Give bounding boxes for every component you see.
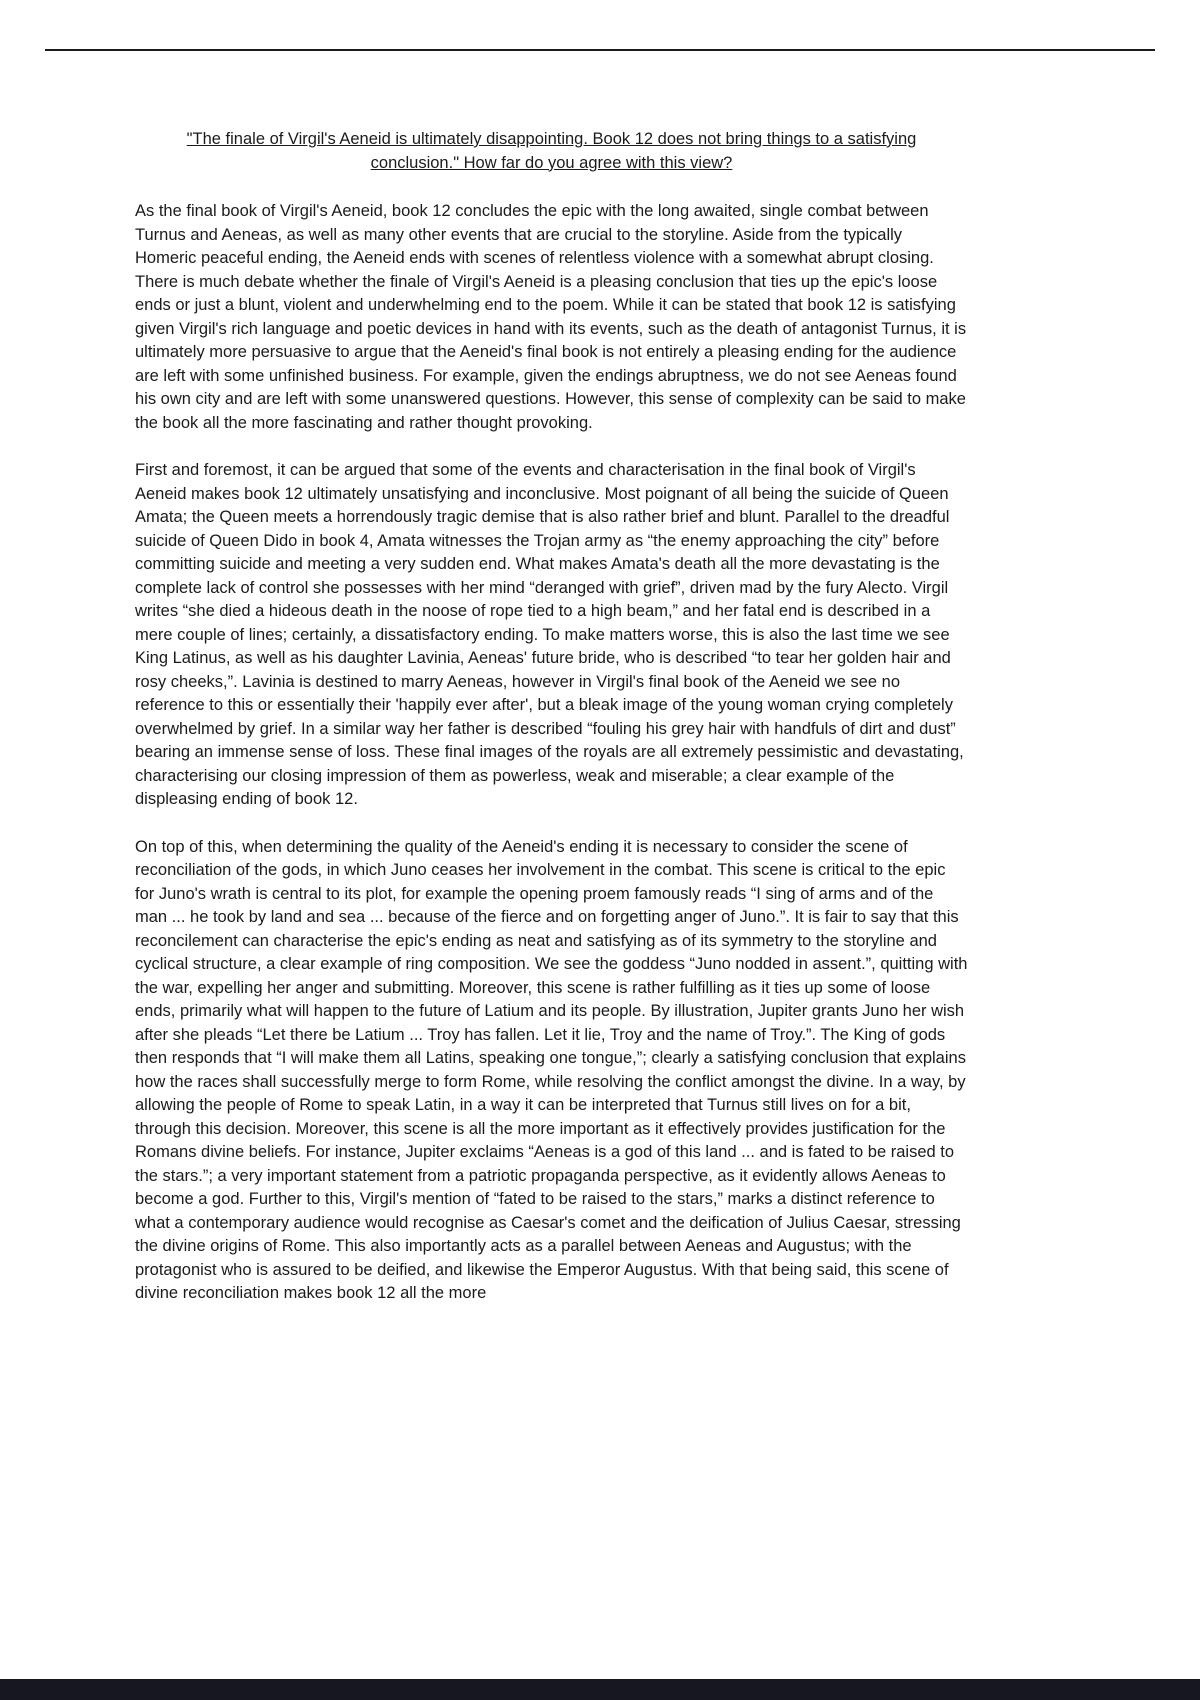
essay-paragraph-1: As the final book of Virgil's Aeneid, book 12 concludes the epic with the long awaited, single combat between Turnus and Aeneas, as well as many other events that are crucial to the storyline. Aside from the typically Homeric peaceful ending, the Aeneid ends with scenes of relentless violence with a somewhat abrupt closing. There is much debate whether the finale of Virgil's Aeneid is a pleasing conclusion that ties up the epic's loose ends or just a blunt, violent and underwhelming end to the poem. While it can be stated that book 12 is satisfying given Virgil's rich language and poetic devices in hand with its events, such as the death of antagonist Turnus, it is ultimately more persuasive to argue that the Aeneid's final book is not entirely a pleasing ending for the audience are left with some unfinished business. For example, given the endings abruptness, we do not see Aeneas found his own city and are left with some unanswered questions. However, this sense of complexity can be said to make the book all the more fascinating and rather thought provoking. <box>135 202 971 432</box>
essay-content <box>135 128 973 1330</box>
essay-title <box>135 128 968 175</box>
essay-paragraph-2: First and foremost, it can be argued that some of the events and characterisation in the final book of Virgil's Aeneid makes book 12 ultimately unsatisfying and inconclusive. Most poignant of all being the suicide of Queen Amata; the Queen meets a horrendously tragic demise that is also rather brief and blunt. Parallel to the dreadful suicide of Queen Dido in book 4, Amata witnesses the Trojan army as “the enemy approaching the city” before committing suicide and meeting a very sudden end. What makes Amata's death all the more devastating is the complete lack of control she possesses with her mind “deranged with grief”, driven mad by the fury Alecto. Virgil writes “she died a hideous death in the noose of rope tied to a high beam,” and her fatal end is described in a mere couple of lines; certainly, a dissatisfactory ending. To make matters worse, this is also the last time we see King Latinus, as well as his daughter Lavinia, Aeneas' future bride, who is described “to tear her golden hair and rosy cheeks,”. Lavinia is destined to marry Aeneas, however in Virgil's final book of the Aeneid we see no reference to this or essentially their 'happily ever after', but a bleak image of the young woman crying completely overwhelmed by grief. In a similar way her father is described “fouling his grey hair with handfuls of dirt and dust” bearing an immense sense of loss. These final images of the royals are all extremely pessimistic and devastating, characterising our closing impression of them as powerless, weak and miserable; a clear example of the displeasing ending of book 12. <box>135 461 969 808</box>
page-top-rule <box>45 49 1155 51</box>
page-bottom-edge-bar <box>0 1679 1200 1700</box>
essay-title-line-2: conclusion." How far do you agree with this view? <box>370 153 733 172</box>
essay-title-line-1: "The finale of Virgil's Aeneid is ultimately disappointing. Book 12 does not bring things to a satisfying <box>186 130 917 148</box>
essay-paragraph-3: On top of this, when determining the quality of the Aeneid's ending it is necessary to consider the scene of reconciliation of the gods, in which Juno ceases her involvement in the combat. This scene is critical to the epic for Juno's wrath is central to its plot, for example the opening proem famously reads “I sing of arms and of the man ... he took by land and sea ... because of the fierce and on forgetting anger of Juno.”. It is fair to say that this reconcilement can characterise the epic's ending as neat and satisfying as of its symmetry to the storyline and cyclical structure, a clear example of ring composition. We see the goddess “Juno nodded in assent.”, quitting with the war, expelling her anger and submitting. Moreover, this scene is rather fulfilling as it ties up some of loose ends, primarily what will happen to the future of Latium and its people. By illustration, Jupiter grants Juno her wish after she pleads “Let there be Latium ... Troy has fallen. Let it lie, Troy and the name of Troy.”. The King of gods then responds that “I will make them all Latins, speaking one tongue,”; clearly a satisfying conclusion that explains how the races shall successfully merge to form Rome, while resolving the conflict amongst the divine. In a way, by allowing the people of Rome to speak Latin, in a way it can be interpreted that Turnus still lives on for a bit, through this decision. Moreover, this scene is all the more important as it effectively provides justification for the Romans divine beliefs. For instance, Jupiter exclaims “Aeneas is a god of this land ... and is fated to be raised to the stars.”; a very important statement from a patriotic propaganda perspective, as it evidently allows Aeneas to become a god. Further to this, Virgil's mention of “fated to be raised to the stars,” marks a distinct reference to what a contemporary audience would recognise as Caesar's comet and the deification of Julius Caesar, stressing the divine origins of Rome. This also importantly acts as a parallel between Aeneas and Augustus; with the protagonist who is assured to be deified, and likewise the Emperor Augustus. With that being said, this scene of divine reconciliation makes book 12 all the more <box>135 837 973 1302</box>
